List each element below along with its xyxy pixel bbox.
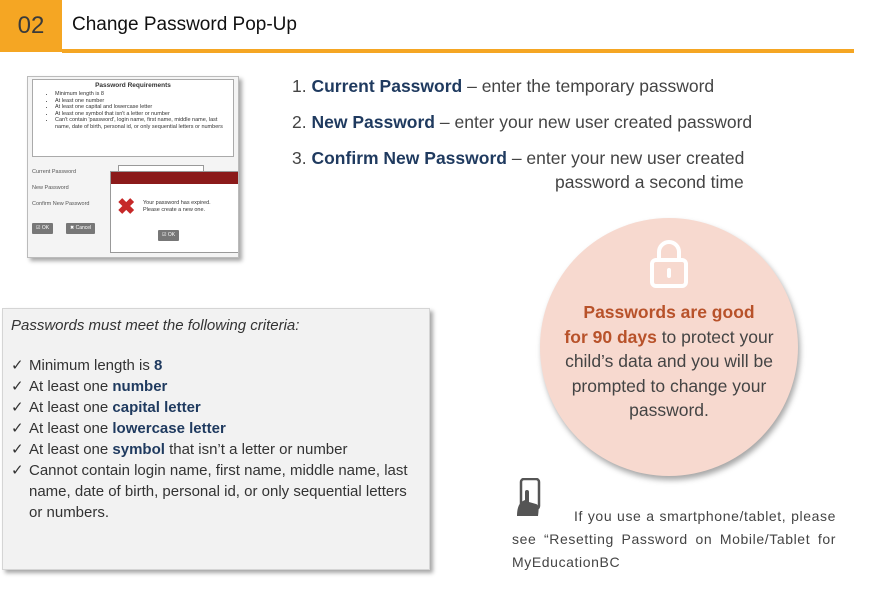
field-labels: [32, 169, 89, 217]
requirement-item: • At least one number: [55, 98, 233, 105]
requirement-item: • Minimum length is 8: [55, 91, 233, 98]
step-field-name: New Password: [311, 112, 436, 132]
ok-label: OK: [41, 225, 50, 231]
error-x-icon: ✖: [117, 194, 136, 219]
dialog-message: [143, 200, 211, 214]
criteria-emphasis: symbol: [112, 441, 165, 458]
step-description: – enter your new user created: [511, 148, 745, 168]
step-number-badge: 02: [0, 0, 62, 52]
checkmark-icon: ✓: [11, 378, 24, 395]
current-password-label: Current Password: [32, 169, 77, 175]
step-item: [292, 112, 752, 133]
checkmark-icon: ✓: [11, 441, 24, 458]
criteria-item: [11, 418, 421, 439]
step-description: – enter your new user created password: [439, 112, 753, 132]
criteria-text: At least one: [29, 378, 113, 395]
new-password-label: New Password: [32, 185, 69, 191]
dialog-ok-button[interactable]: ☑ OK: [158, 230, 179, 241]
step-number: 2.: [292, 112, 307, 132]
dialog-ok-label: OK: [167, 232, 176, 238]
criteria-item: [11, 355, 421, 376]
step-item: [292, 76, 714, 97]
criteria-emphasis: capital letter: [112, 399, 201, 416]
criteria-item: [11, 439, 421, 460]
criteria-emphasis: lowercase letter: [112, 420, 226, 437]
step-description: – enter the temporary password: [467, 76, 715, 96]
step-field-name: Current Password: [311, 76, 463, 96]
requirements-title: Password Requirements: [95, 82, 171, 89]
requirement-item: • At least one capital and lowercase letter: [55, 104, 233, 111]
dialog-title-bar: [111, 172, 239, 184]
callout-highlight: Passwords are good: [583, 302, 755, 322]
criteria-emphasis: 8: [154, 357, 163, 374]
requirements-list: [55, 91, 233, 130]
cancel-label: Cancel: [75, 225, 92, 231]
criteria-text: Minimum length is: [29, 357, 155, 374]
lock-icon: [649, 238, 689, 288]
callout-text: [562, 300, 776, 423]
checkmark-icon: ✓: [11, 420, 24, 437]
password-criteria-box: [2, 308, 430, 570]
criteria-item: [11, 460, 421, 523]
criteria-text: At least one: [29, 441, 113, 458]
criteria-item: [11, 397, 421, 418]
criteria-text: At least one: [29, 399, 113, 416]
dialog-message-line: Your password has expired.: [143, 200, 211, 206]
criteria-list: [11, 355, 421, 523]
step-number: 1.: [292, 76, 307, 96]
criteria-text: Cannot contain login name, first name, middle name, last name, date of birth, personal id, or only sequential letters or numbers.: [29, 462, 408, 521]
change-password-screenshot: [27, 76, 239, 258]
callout-body: to protect your child’s data and you will be prompted to change your password.: [565, 326, 774, 420]
dialog-message-line: Please create a new one.: [143, 207, 206, 213]
criteria-emphasis: number: [112, 378, 168, 395]
step-field-name: Confirm New Password: [311, 148, 507, 168]
step-item: [292, 148, 744, 169]
ok-button[interactable]: ☑ OK: [32, 223, 53, 234]
mobile-note-text: If you use a smartphone/tablet, please see “Resetting Password on Mobile/Tablet for MyEducationBC: [512, 508, 836, 570]
requirement-item: • At least one symbol that isn't a letter or number: [55, 111, 233, 118]
mobile-help-note: [512, 505, 836, 574]
requirement-item: • Can't contain 'password', login name, first name, middle name, last name, date of birth, personal id, or only sequential letters or numbers: [55, 117, 233, 130]
expiry-callout: [540, 218, 798, 476]
criteria-intro: Passwords must meet the following criteria:: [11, 317, 300, 334]
checkmark-icon: ✓: [11, 357, 24, 374]
checkmark-icon: ✓: [11, 462, 24, 479]
header-divider: [62, 49, 854, 53]
expired-password-dialog: [110, 171, 239, 253]
cancel-button[interactable]: ✖ Cancel: [66, 223, 95, 234]
checkmark-icon: ✓: [11, 399, 24, 416]
criteria-item: [11, 376, 421, 397]
callout-highlight: for 90 days: [564, 326, 657, 347]
password-requirements-box: [32, 79, 234, 157]
step-description-continued: password a second time: [555, 172, 744, 192]
criteria-text: that isn’t a letter or number: [164, 441, 348, 458]
step-number: 3.: [292, 148, 307, 168]
page-title: Change Password Pop-Up: [72, 14, 297, 35]
criteria-text: At least one: [29, 420, 113, 437]
confirm-password-label: Confirm New Password: [32, 201, 90, 207]
